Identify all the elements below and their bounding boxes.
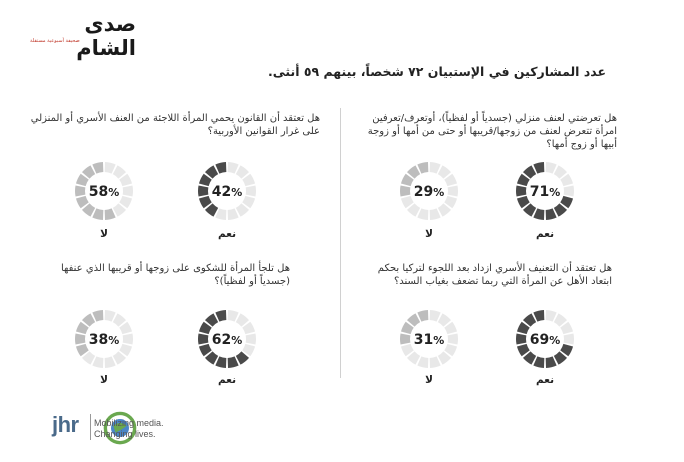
tagline-line-2: Changing lives. (94, 429, 156, 439)
donut-segment (430, 356, 441, 368)
percent-label: 62% (211, 332, 243, 348)
donut-segment (417, 310, 428, 322)
donut-segment (417, 162, 428, 174)
jhr-logo: jhr (52, 412, 79, 437)
donut-segment (430, 162, 441, 174)
answer-yes-label-4: نعم (217, 374, 237, 386)
answer-no-label-1: لا (425, 228, 433, 240)
tagline-line-1: Mobilizing media. (94, 418, 164, 428)
donut-segment (417, 356, 428, 368)
donut-segment (564, 334, 574, 345)
logo-text: صدى الشام (76, 12, 136, 60)
donut-segment (546, 162, 557, 174)
percent-label: 58% (88, 184, 120, 200)
question-4: هل تلجأ المرأة للشكوى على زوجها أو قريبها الذي عنفها (جسدياً أو لفظياً)؟ (60, 263, 290, 287)
donut-segment (400, 334, 410, 345)
percent-label: 71% (529, 184, 561, 200)
panel-divider (340, 108, 341, 378)
percent-label: 31% (413, 332, 445, 348)
donut-chart-1 (514, 160, 576, 222)
answer-no-label-2: لا (100, 228, 108, 240)
donut-segment (546, 356, 557, 368)
footer-separator (90, 414, 91, 440)
donut-segment (105, 356, 116, 368)
donut-segment (516, 334, 526, 345)
donut-segment (92, 208, 103, 220)
donut-segment (75, 334, 85, 345)
donut-chart-6 (398, 308, 460, 370)
donut-chart-4 (73, 160, 135, 222)
donut-segment (246, 334, 256, 345)
donut-segment (533, 356, 544, 368)
donut-segment (228, 208, 239, 220)
donut-segment (533, 162, 544, 174)
donut-segment (430, 310, 441, 322)
donut-segment (430, 208, 441, 220)
donut-segment (564, 186, 574, 197)
donut-segment (448, 186, 458, 197)
answer-no-label-3: لا (425, 374, 433, 386)
donut-segment (228, 356, 239, 368)
donut-segment (92, 310, 103, 322)
footer-tagline (94, 418, 164, 440)
donut-segment (246, 186, 256, 197)
donut-segment (215, 162, 226, 174)
donut-segment (533, 310, 544, 322)
donut-segment (105, 162, 116, 174)
percent-label: 29% (413, 184, 445, 200)
answer-no-label-4: لا (100, 374, 108, 386)
donut-segment (75, 186, 85, 197)
donut-segment (198, 186, 208, 197)
donut-segment (533, 208, 544, 220)
page-title: عدد المشاركين في الإستبيان ٧٢ شخصاً، بينهم ٥٩ أنثى. (268, 64, 606, 79)
percent-label: 42% (211, 184, 243, 200)
donut-segment (417, 208, 428, 220)
donut-chart-8 (73, 308, 135, 370)
donut-segment (546, 310, 557, 322)
donut-segment (92, 162, 103, 174)
question-1: هل تعرضتي لعنف منزلي (جسدياً أو لفظياً)، أوتعرف/تعرفين امرأة تتعرض لعنف من زوجها/قريبها أو حتى من أمها أو زوجة أبيها أو زوج أمها؟ (367, 113, 617, 150)
donut-segment (228, 162, 239, 174)
donut-segment (516, 186, 526, 197)
donut-segment (228, 310, 239, 322)
percent-label: 69% (529, 332, 561, 348)
donut-segment (546, 208, 557, 220)
donut-chart-2 (398, 160, 460, 222)
donut-segment (105, 310, 116, 322)
donut-segment (215, 310, 226, 322)
percent-label: 38% (88, 332, 120, 348)
donut-segment (123, 334, 133, 345)
donut-segment (92, 356, 103, 368)
donut-chart-5 (514, 308, 576, 370)
donut-segment (215, 208, 226, 220)
donut-segment (105, 208, 116, 220)
logo-subtext: صحيفة أسبوعية مستقلة (30, 38, 80, 44)
logo (26, 12, 136, 60)
question-3: هل تعتقد أن التعنيف الأسري ازداد بعد اللجوء لتركيا بحكم ابتعاد الأهل عن المرأة التي ربما تضعف بغياب السند؟ (377, 263, 612, 287)
donut-segment (400, 186, 410, 197)
question-2: هل تعتقد أن القانون يحمي المرأة اللاجئة من العنف الأسري أو المنزلي على غرار القوانين الأوربية؟ (30, 113, 320, 137)
donut-segment (215, 356, 226, 368)
donut-chart-3 (196, 160, 258, 222)
donut-segment (123, 186, 133, 197)
donut-segment (448, 334, 458, 345)
donut-segment (198, 334, 208, 345)
answer-yes-label-3: نعم (535, 374, 555, 386)
answer-yes-label-2: نعم (217, 228, 237, 240)
donut-chart-7 (196, 308, 258, 370)
answer-yes-label-1: نعم (535, 228, 555, 240)
